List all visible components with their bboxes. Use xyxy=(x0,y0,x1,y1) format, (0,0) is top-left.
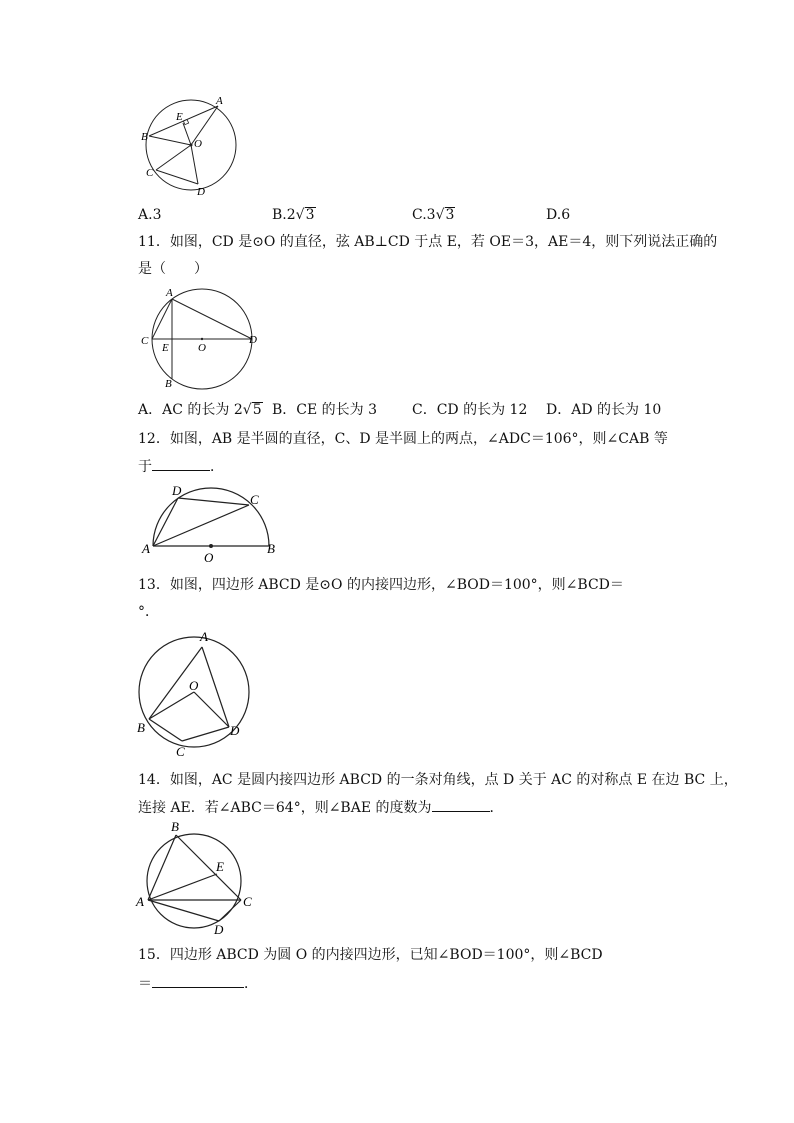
q13-label-c: C xyxy=(176,744,185,759)
q10-choice-d[interactable]: D.6 xyxy=(546,207,571,223)
q11-label-e: E xyxy=(162,342,169,354)
q13-stem-line2: °． xyxy=(138,604,159,620)
q10-choice-c[interactable]: C.3√3 xyxy=(412,207,455,223)
q13-figure xyxy=(134,626,259,761)
q11-label-o: O xyxy=(198,342,206,354)
q15-stem-line1: 15．四边形 ABCD 为圆 O 的内接四边形，已知∠BOD＝100°，则∠BCD xyxy=(138,947,603,963)
q11-figure xyxy=(138,284,266,392)
q14-label-a: A xyxy=(136,894,144,909)
q14-label-d: D xyxy=(214,922,224,937)
q11-label-d: D xyxy=(249,334,257,346)
q10-label-a: A xyxy=(216,95,223,107)
q14-answer-blank[interactable] xyxy=(432,797,490,812)
q12-label-b: B xyxy=(267,541,275,556)
q11-label-b: B xyxy=(165,378,172,390)
q10-label-o: O xyxy=(194,138,202,150)
q15-answer-blank[interactable] xyxy=(152,973,244,988)
q12-stem-line1: 12．如图，AB 是半圆的直径，C、D 是半圆上的两点，∠ADC＝106°，则∠CAB 等 xyxy=(138,431,668,447)
q11-label-c: C xyxy=(141,335,149,347)
q14-stem-line2: 连接 AE．若∠ABC＝64°，则∠BAE 的度数为 ． xyxy=(138,797,504,817)
q10-label-b: B xyxy=(141,131,148,143)
q13-label-o: O xyxy=(189,678,199,693)
q11-stem-line2: 是（ ） xyxy=(138,261,208,277)
q15-stem-line2: ＝ ． xyxy=(138,973,258,993)
q12-label-a: A xyxy=(142,541,150,556)
q12-answer-blank[interactable] xyxy=(152,456,210,471)
q11-label-a: A xyxy=(166,287,173,299)
q12-label-d: D xyxy=(172,483,182,498)
q12-label-o: O xyxy=(204,550,214,565)
sqrt-sign-icon: √ xyxy=(295,207,305,223)
q12-label-c: C xyxy=(250,492,259,507)
q11-stem-line1: 11．如图，CD 是⊙O 的直径，弦 AB⊥CD 于点 E，若 OE＝3，AE＝4，则下列说法正确的 xyxy=(138,234,718,250)
q11-choice-b[interactable]: B．CE 的长为 3 xyxy=(272,402,378,418)
q13-label-b: B xyxy=(137,720,145,735)
q10-label-c: C xyxy=(146,167,154,179)
q11-choice-d[interactable]: D．AD 的长为 10 xyxy=(546,402,662,418)
q14-label-c: C xyxy=(243,894,252,909)
q10-choice-b[interactable]: B.2√3 xyxy=(272,207,315,223)
sqrt-sign-icon: √ xyxy=(242,402,252,418)
q14-label-e: E xyxy=(216,859,224,874)
q13-label-a: A xyxy=(200,629,208,644)
q10-label-d: D xyxy=(197,186,205,198)
q13-stem-line1: 13．如图，四边形 ABCD 是⊙O 的内接四边形，∠BOD＝100°，则∠BCD＝ xyxy=(138,577,624,593)
q10-label-e: E xyxy=(176,111,183,123)
q12-figure xyxy=(138,480,283,566)
sqrt-sign-icon: √ xyxy=(435,207,445,223)
q11-choice-a[interactable]: A．AC 的长为 2√5 xyxy=(138,402,262,418)
q14-stem-line1: 14．如图，AC 是圆内接四边形 ABCD 的一条对角线，点 D 关于 AC 的对称点 E 在边 BC 上， xyxy=(138,772,738,788)
q10-choice-a[interactable]: A.3 xyxy=(138,207,162,223)
q14-figure xyxy=(134,818,259,938)
q14-label-b: B xyxy=(171,819,179,834)
q12-stem-line2: 于 ． xyxy=(138,456,224,476)
q11-choice-c[interactable]: C．CD 的长为 12 xyxy=(412,402,528,418)
q13-label-d: D xyxy=(230,723,240,738)
q10-figure xyxy=(136,92,246,202)
